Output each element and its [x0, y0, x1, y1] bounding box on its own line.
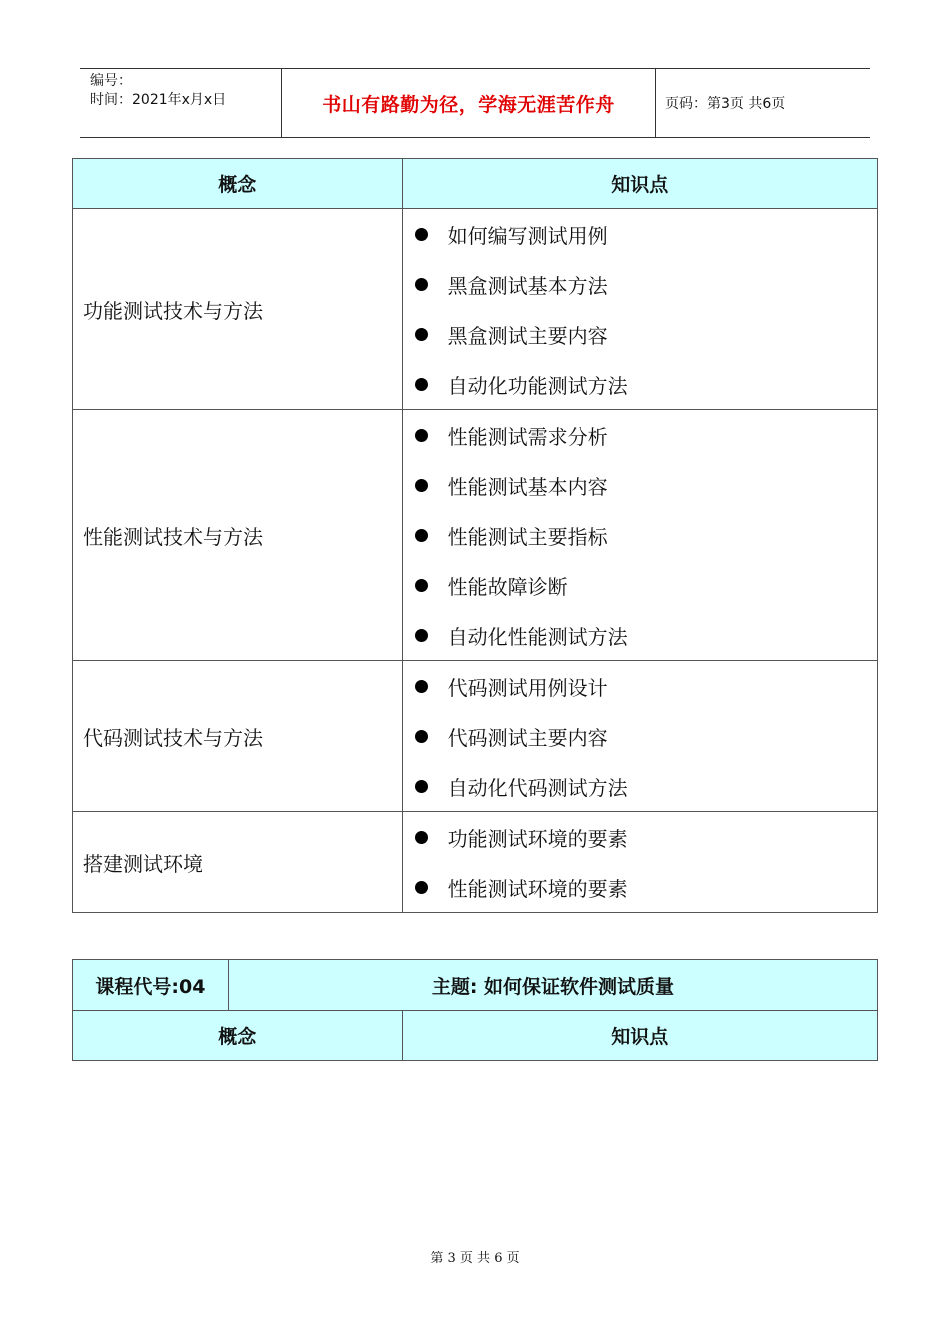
- page-footer: 第 3 页 共 6 页: [430, 1251, 520, 1266]
- point-text: 功能测试环境的要素: [447, 826, 628, 851]
- concept-cell: 代码测试技术与方法: [73, 661, 403, 812]
- concept-cell: 性能测试技术与方法: [73, 410, 403, 661]
- list-item: [403, 259, 877, 309]
- list-item: [403, 812, 877, 862]
- list-item: [403, 309, 877, 359]
- point-text: 性能测试主要指标: [447, 524, 608, 549]
- bullet-icon: [415, 529, 428, 542]
- header-points: 知识点: [402, 159, 877, 209]
- list-item: [403, 610, 877, 660]
- table-header-row: [73, 159, 878, 209]
- list-item: [403, 410, 877, 460]
- list-item: [403, 209, 877, 259]
- point-text: 自动化性能测试方法: [447, 624, 628, 649]
- point-text: 性能测试基本内容: [447, 474, 608, 499]
- list-item: [403, 359, 877, 409]
- point-text: 代码测试用例设计: [447, 675, 608, 700]
- bullet-icon: [415, 579, 428, 592]
- point-text: 性能测试环境的要素: [447, 876, 628, 901]
- concept-cell: 搭建测试环境: [73, 812, 403, 913]
- bullet-icon: [415, 831, 428, 844]
- bullet-icon: [415, 780, 428, 793]
- point-text: 自动化代码测试方法: [447, 775, 628, 800]
- concept-cell: 功能测试技术与方法: [73, 209, 403, 410]
- header-points: 知识点: [402, 1011, 877, 1061]
- table-row: [73, 209, 878, 410]
- course-topic: 主题: 如何保证软件测试质量: [228, 960, 877, 1011]
- header-left-cell: [80, 69, 281, 137]
- bullet-icon: [415, 378, 428, 391]
- list-item: [403, 661, 877, 711]
- table-row: [73, 410, 878, 661]
- bullet-icon: [415, 680, 428, 693]
- bullet-icon: [415, 429, 428, 442]
- list-item: [403, 862, 877, 912]
- table-row: [73, 661, 878, 812]
- table-header-row: [73, 1011, 878, 1061]
- header-motto-cell: [281, 69, 656, 137]
- bullet-icon: [415, 730, 428, 743]
- points-cell: [402, 209, 877, 410]
- page-info: 页码：第3页 共6页: [665, 96, 786, 112]
- bullet-icon: [415, 881, 428, 894]
- header-right-cell: [656, 69, 870, 137]
- course-title-row: [73, 960, 878, 1011]
- page-header: [80, 68, 870, 138]
- bullet-icon: [415, 479, 428, 492]
- points-cell: [402, 812, 877, 913]
- point-text: 性能测试需求分析: [447, 424, 608, 449]
- motto: 书山有路勤为径，学海无涯苦作舟: [322, 93, 615, 116]
- header-concept: 概念: [73, 159, 403, 209]
- bullet-icon: [415, 629, 428, 642]
- list-item: [403, 761, 877, 811]
- course-code: 课程代号:04: [73, 960, 229, 1011]
- header-concept: 概念: [73, 1011, 403, 1061]
- list-item: [403, 560, 877, 610]
- points-cell: [402, 661, 877, 812]
- point-text: 黑盒测试基本方法: [447, 273, 608, 298]
- number-label: 编号：: [90, 73, 132, 89]
- points-cell: [402, 410, 877, 661]
- table-row: [73, 812, 878, 913]
- point-text: 黑盒测试主要内容: [447, 323, 608, 348]
- point-text: 如何编写测试用例: [447, 223, 608, 248]
- course-table: [72, 959, 878, 1061]
- bullet-icon: [415, 228, 428, 241]
- point-text: 代码测试主要内容: [447, 725, 608, 750]
- date-label: 时间：2021年x月x日: [90, 92, 227, 108]
- bullet-icon: [415, 328, 428, 341]
- list-item: [403, 460, 877, 510]
- knowledge-table: [72, 158, 878, 913]
- list-item: [403, 711, 877, 761]
- bullet-icon: [415, 278, 428, 291]
- list-item: [403, 510, 877, 560]
- point-text: 自动化功能测试方法: [447, 373, 628, 398]
- point-text: 性能故障诊断: [447, 574, 568, 599]
